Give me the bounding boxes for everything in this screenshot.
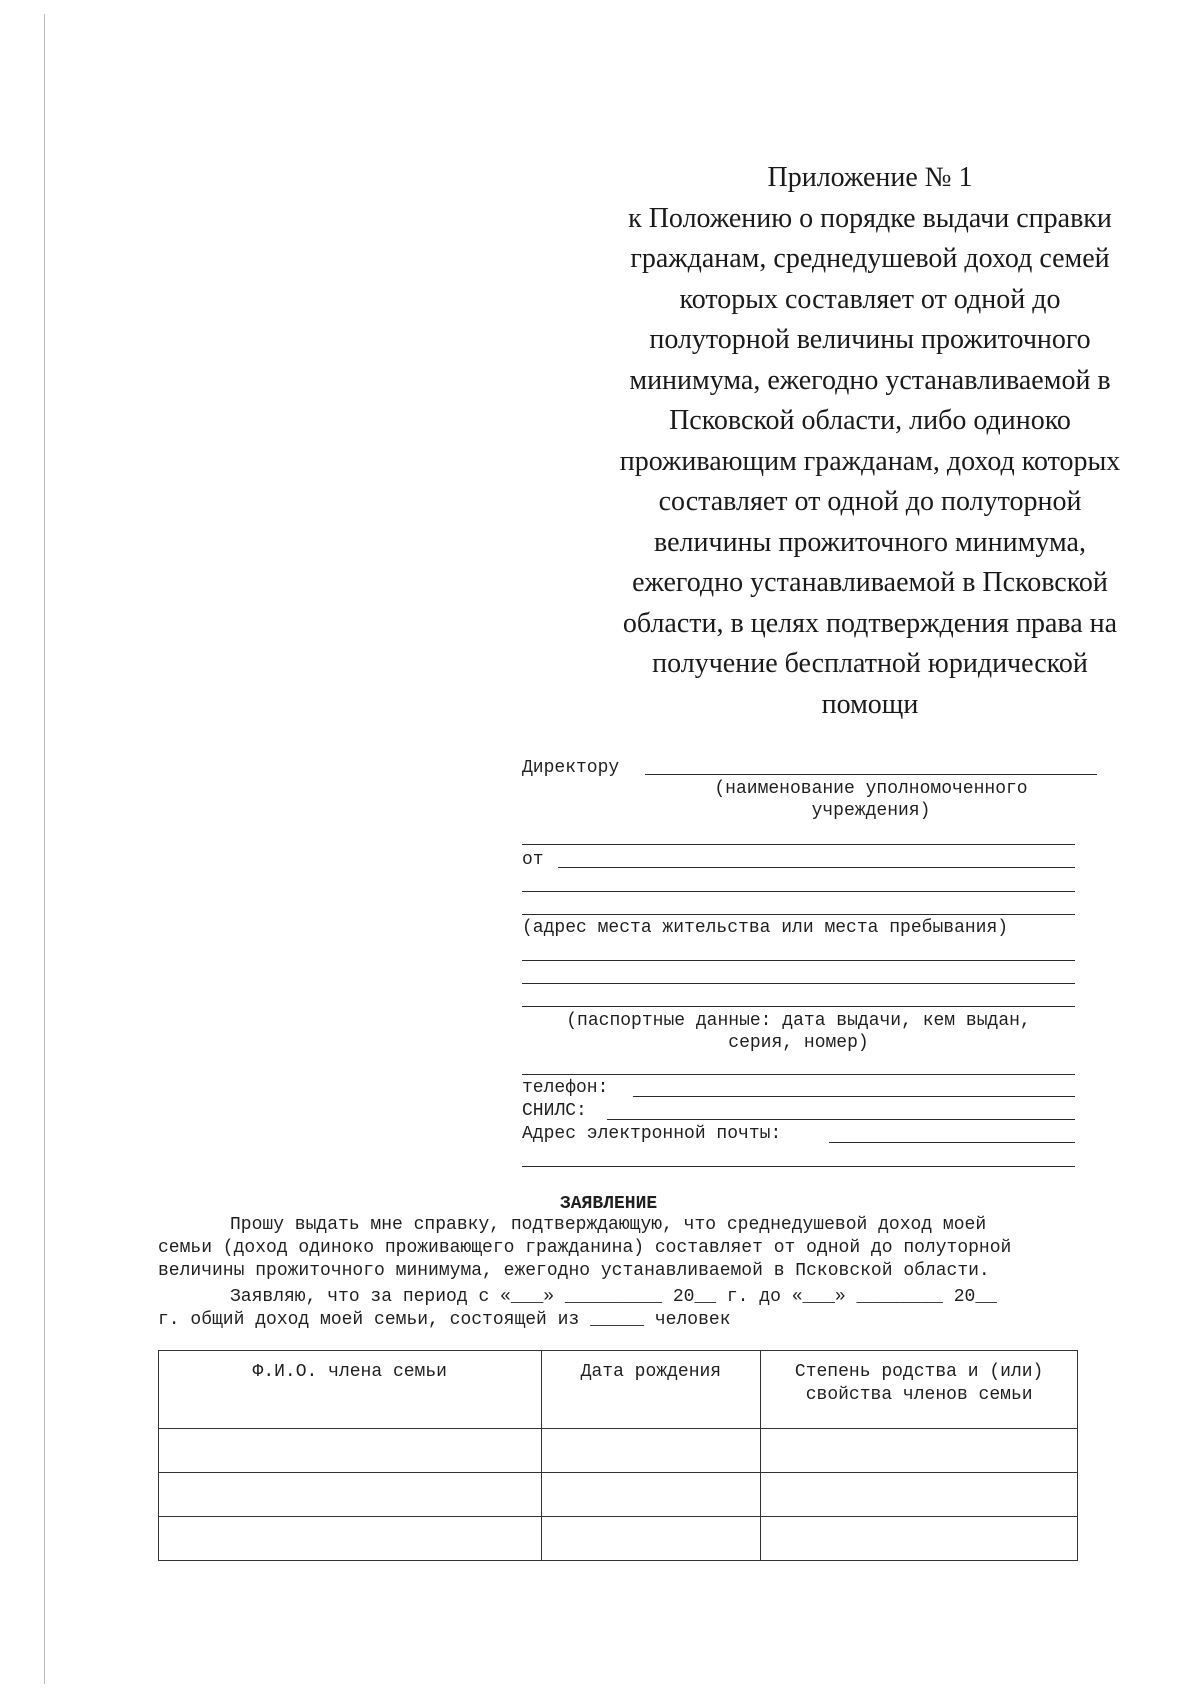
from-label: от <box>522 850 544 870</box>
page-margin-rule <box>44 14 45 1684</box>
appendix-line: проживающим гражданам, доход которых <box>619 445 1121 477</box>
table-cell-birth-date[interactable] <box>541 1473 761 1517</box>
passport-hint-1: (паспортные данные: дата выдачи, кем выдан, <box>566 1011 1031 1031</box>
appendix-line: гражданам, среднедушевой доход семей <box>630 243 1110 274</box>
appendix-line: которых составляет от одной до <box>679 283 1061 315</box>
table-cell-birth-date[interactable] <box>541 1517 761 1561</box>
phone-field[interactable] <box>633 1096 1075 1097</box>
blank-line[interactable] <box>522 983 1075 984</box>
column-header-relationship: Степень родства и (или) свойства членов семьи <box>761 1351 1078 1429</box>
passport-field[interactable] <box>522 1006 1075 1007</box>
statement-title: ЗАЯВЛЕНИЕ <box>560 1194 658 1214</box>
snils-field[interactable] <box>607 1119 1075 1120</box>
email-label: Адрес электронной почты: <box>522 1124 782 1144</box>
blank-line[interactable] <box>522 844 1075 845</box>
statement-line: семьи (доход одиноко проживающего гражданина) составляет от одной до полуторной <box>158 1238 1012 1258</box>
appendix-line: полуторной величины прожиточного <box>649 324 1091 355</box>
table-cell-name[interactable] <box>159 1517 542 1561</box>
column-header-name: Ф.И.О. члена семьи <box>159 1351 542 1429</box>
table-header-row <box>159 1351 1078 1429</box>
phone-label: телефон: <box>522 1078 609 1098</box>
table-row <box>159 1429 1078 1473</box>
appendix-line: ежегодно устанавливаемой в Псковской <box>632 567 1108 598</box>
appendix-line: величины прожиточного минимума, <box>654 526 1086 558</box>
table-cell-birth-date[interactable] <box>541 1429 761 1473</box>
institution-hint-2: учреждения) <box>811 801 931 821</box>
table-cell-relationship[interactable] <box>761 1429 1078 1473</box>
statement-line: Прошу выдать мне справку, подтверждающую, что среднедушевой доход моей <box>230 1215 987 1235</box>
appendix-title: Приложение № 1 <box>767 162 973 193</box>
appendix-caption <box>590 158 1150 725</box>
director-field[interactable] <box>645 774 1097 775</box>
address-hint: (адрес места жительства или места пребывания) <box>522 918 1009 938</box>
institution-hint-1: (наименование уполномоченного <box>714 779 1028 799</box>
appendix-line: минимума, ежегодно устанавливаемой в <box>629 364 1111 396</box>
appendix-line: области, в целях подтверждения права на <box>622 607 1118 639</box>
blank-line[interactable] <box>522 1074 1075 1075</box>
table-cell-relationship[interactable] <box>761 1473 1078 1517</box>
appendix-line: составляет от одной до полуторной <box>658 486 1082 517</box>
address-field[interactable] <box>522 914 1075 915</box>
statement-paragraph-1 <box>158 1214 1125 1283</box>
statement-paragraph-2 <box>158 1286 1125 1332</box>
blank-line[interactable] <box>522 1166 1075 1167</box>
table-cell-relationship[interactable] <box>761 1517 1078 1561</box>
appendix-line: к Положению о порядке выдачи справки <box>628 202 1112 234</box>
snils-label: СНИЛС: <box>522 1101 587 1121</box>
blank-line[interactable] <box>522 960 1075 961</box>
statement-line: величины прожиточного минимума, ежегодно устанавливаемой в Псковской области. <box>158 1261 990 1281</box>
table-cell-name[interactable] <box>159 1429 542 1473</box>
statement-line: Заявляю, что за период с «___» _________ 20__ г. до «___» ________ 20__ <box>230 1287 997 1307</box>
appendix-line: получение бесплатной юридической <box>652 648 1088 679</box>
column-header-birth-date: Дата рождения <box>541 1351 761 1429</box>
from-field[interactable] <box>558 867 1075 868</box>
table-row <box>159 1473 1078 1517</box>
appendix-line: Псковской области, либо одиноко <box>669 405 1071 436</box>
table-cell-name[interactable] <box>159 1473 542 1517</box>
blank-line[interactable] <box>522 891 1075 892</box>
passport-hint-2: серия, номер) <box>728 1033 869 1053</box>
table-row <box>159 1517 1078 1561</box>
appendix-line: помощи <box>821 688 919 720</box>
statement-line: г. общий доход моей семьи, состоящей из _____ человек <box>158 1310 731 1330</box>
director-label: Директору <box>522 758 620 778</box>
family-members-table <box>158 1350 1078 1561</box>
email-field[interactable] <box>829 1142 1075 1143</box>
